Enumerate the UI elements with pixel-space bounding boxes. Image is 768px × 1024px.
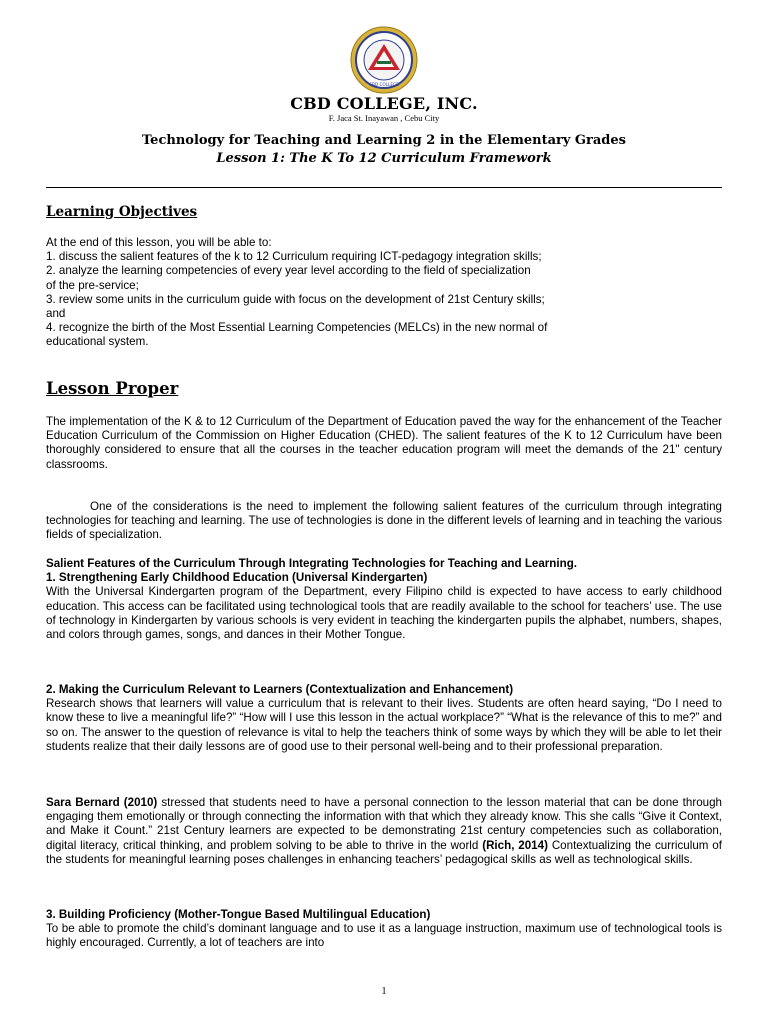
citation-text-1: stressed that students need to have a personal connection to the lesson material that can be done through engaging them emotionally or through connecting the information with that which they already know. This she calls “Give it Context, and Make it Count.” 21st Century learners are expected to be demonstrating 21st century competencies such as collaboration, digital literacy, critical thinking, and problem solving to be able to thrive in the world: [46, 796, 722, 852]
feature-2-section: [46, 683, 722, 754]
page-number: 1: [381, 986, 387, 997]
citation-text-2: Contextualizing the curriculum of the students for meaningful learning poses challenges in enhancing teachers’ pedagogical skills as well as technological skills.: [46, 838, 722, 866]
header-divider: [46, 187, 722, 188]
objectives-block: [46, 236, 722, 350]
feature-1-section: [46, 557, 722, 642]
learning-objectives-heading: Learning Objectives: [46, 204, 198, 220]
feature-3-section: [46, 908, 722, 951]
feature-3-text: To be able to promote the child’s dominant language and to use it as a language instruction, maximum use of technological tools is highly encouraged. Currently, a lot of teachers are into: [46, 922, 722, 950]
feature-1-text: With the Universal Kindergarten program of the Department, every Filipino child is expected to have access to early childhood education. This access can be facilitated using technological tools that are readily available to the school for teachers’ use. The use of technology in Kindergarten by various schools is very evident in teaching the kindergarten pupils the alphabet, numbers, shapes, and colors through games, songs, and dances in their Mother Tongue.: [46, 585, 722, 642]
objective-item: 1. discuss the salient features of the k to 12 Curriculum requiring ICT-pedagogy integration skills;: [46, 250, 542, 264]
salient-features-heading: Salient Features of the Curriculum Through Integrating Technologies for Teaching and Learning.: [46, 557, 577, 570]
objective-item: and: [46, 307, 66, 321]
lesson-title: Lesson 1: The K To 12 Curriculum Framework: [216, 151, 552, 166]
objectives-intro: At the end of this lesson, you will be able to:: [46, 236, 272, 249]
lesson-paragraph-2: One of the considerations is the need to implement the following salient features of the curriculum through integrating technologies for teaching and learning. The use of technologies is done in the different levels of learning and in teaching the various fields of specialization.: [46, 500, 722, 542]
college-seal-logo: [350, 26, 418, 94]
objective-item: 2. analyze the learning competencies of every year level according to the field of specialization: [46, 264, 531, 278]
feature-2-citation-paragraph: [46, 796, 722, 867]
logo-text: CBD COLLEGE: [369, 82, 399, 87]
objective-item: educational system.: [46, 335, 149, 349]
course-title: Technology for Teaching and Learning 2 in the Elementary Grades: [142, 133, 626, 148]
citation-bernard: Sara Bernard (2010): [46, 796, 158, 809]
objective-item: of the pre-service;: [46, 278, 139, 292]
feature-1-heading: 1. Strengthening Early Childhood Education (Universal Kindergarten): [46, 571, 428, 585]
feature-3-heading: 3. Building Proficiency (Mother-Tongue Based Multilingual Education): [46, 908, 431, 921]
feature-2-text: Research shows that learners will value a curriculum that is relevant to their lives. Students are often heard saying, “Do I need to know these to live a meaningful life?” “How will I use this lesson in the actual workplace?” “What is the relevance of this to me?” and so on. The answer to the question of relevance is vital to help the teachers think of some ways by which they will be able to let their students realize that their daily lessons are of good use to their personal well-being and to their professional preparation.: [46, 697, 722, 753]
lesson-proper-heading: Lesson Proper: [46, 379, 179, 398]
college-name: CBD COLLEGE, INC.: [290, 94, 478, 113]
lesson-paragraph-1: The implementation of the K & to 12 Curriculum of the Department of Education paved the way for the enhancement of the Teacher Education Curriculum of the Commission on Higher Education (CHED). The salient features of the K to 12 Curriculum have been thoroughly considered to ensure that all the courses in the teacher education program will meet the demands of the 21" century classrooms.: [46, 415, 722, 471]
objective-item: 3. review some units in the curriculum guide with focus on the development of 21st Century skills;: [46, 292, 545, 306]
citation-rich: (Rich, 2014): [482, 838, 548, 852]
college-address: F. Jaca St. Inayawan , Cebu City: [328, 113, 440, 123]
objective-item: 4. recognize the birth of the Most Essential Learning Competencies (MELCs) in the new normal of: [46, 321, 548, 335]
feature-2-heading: 2. Making the Curriculum Relevant to Learners (Contextualization and Enhancement): [46, 683, 514, 696]
